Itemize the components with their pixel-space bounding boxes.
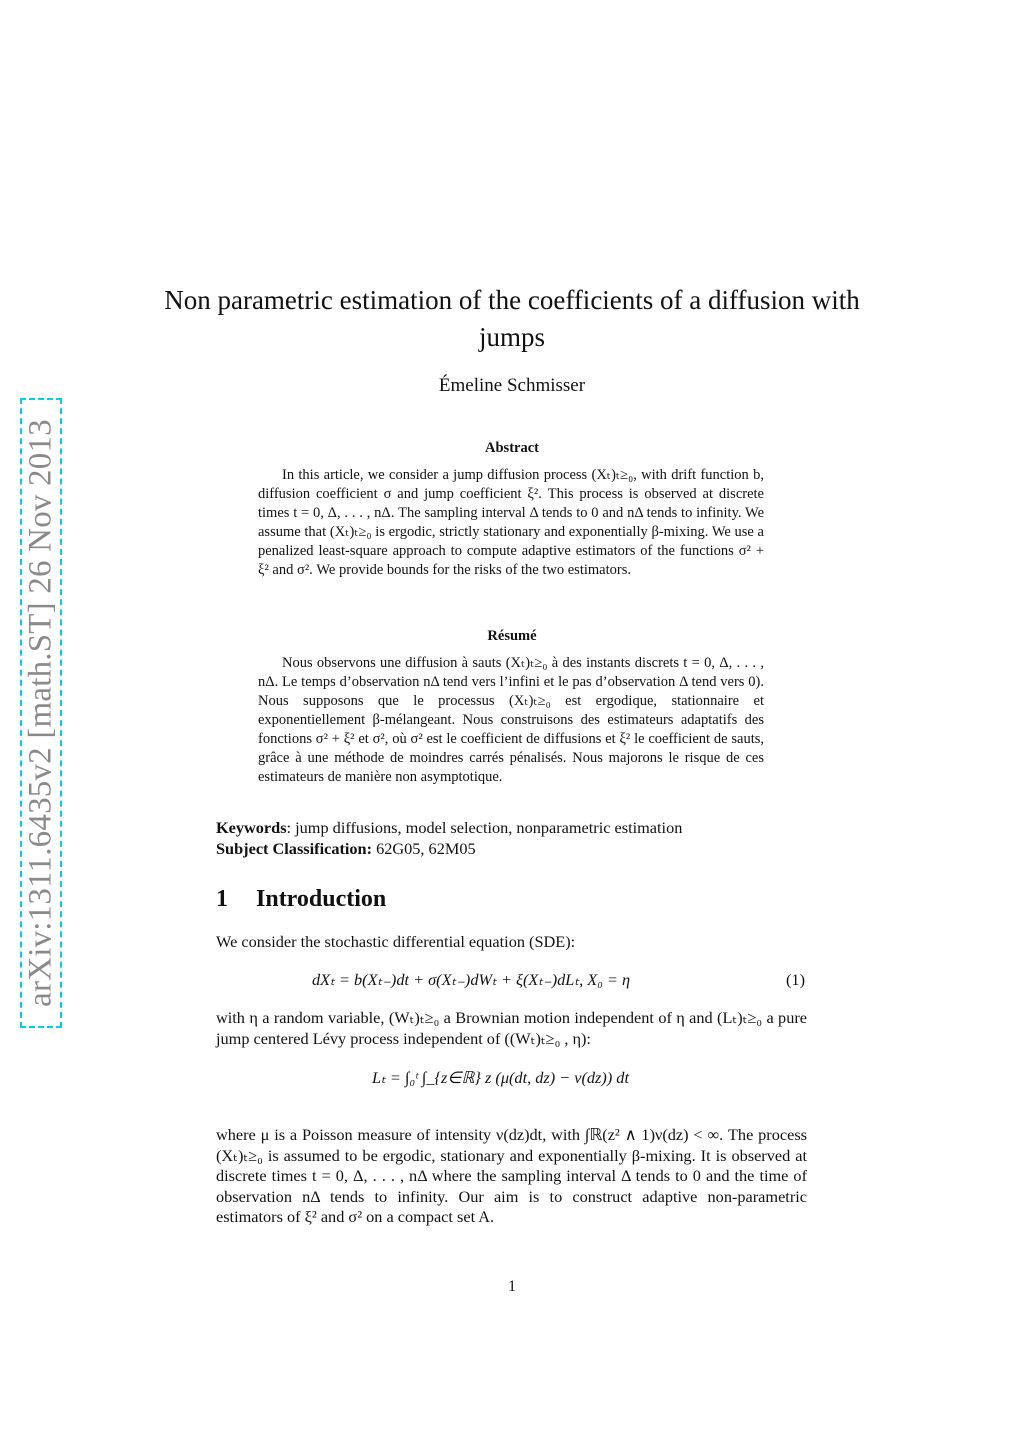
subject-classification-value: 62G05, 62M05	[372, 839, 476, 858]
intro-sentence: We consider the stochastic differential equation (SDE):	[216, 932, 576, 951]
subject-classification-line	[216, 839, 807, 860]
paragraph-1: with η a random variable, (Wₜ)ₜ≥₀ a Brownian motion independent of η and (Lₜ)ₜ≥₀ a pure jump centered Lévy process independent of ((Wₜ)ₜ≥₀ , η):	[216, 1008, 807, 1048]
resume-heading: Résumé	[487, 628, 537, 644]
subject-classification-label: Subject Classification:	[216, 839, 373, 858]
arxiv-identifier: arXiv:1311.6435v2 [math.ST] 26 Nov 2013	[22, 419, 59, 1007]
section-number: 1	[216, 886, 228, 912]
abstract-heading: Abstract	[485, 440, 539, 456]
equation-1	[216, 970, 807, 992]
resume-text: Nous observons une diffusion à sauts (Xₜ)ₜ≥₀ à des instants discrets t = 0, Δ, . . . , nΔ. Le temps d’observation nΔ tend vers l’infini et le pas d’observation Δ tend vers 0). Nous supposons que le processus (Xₜ)ₜ≥₀ est ergodique, stationnaire et exponentiellement β-mélangeant. Nous construisons des estimateurs adaptatifs des fonctions σ² + ξ² et σ², où σ² est le coefficient de diffusions et ξ² le coefficient de sauts, grâce à une méthode de moindres carrés pénalisés. Nous majorons le risque de ces estimateurs de manière non asymptotique.	[258, 655, 764, 785]
levy-process-equation: Lₜ = ∫₀ᵗ ∫_{z∈ℝ} z (μ(dt, dz) − ν(dz)) dt	[372, 1068, 629, 1087]
equation-1-body: dXₜ = b(Xₜ₋)dt + σ(Xₜ₋)dWₜ + ξ(Xₜ₋)dLₜ, X₀ = η	[312, 970, 631, 989]
section-title: Introduction	[256, 886, 387, 912]
abstract-text: In this article, we consider a jump diffusion process (Xₜ)ₜ≥₀, with drift function b, diffusion coefficient σ and jump coefficient ξ². This process is observed at discrete times t = 0, Δ, . . . , nΔ. The sampling interval Δ tends to 0 and nΔ tends to infinity. We assume that (Xₜ)ₜ≥₀ is ergodic, strictly stationary and exponentially β-mixing. We use a penalized least-square approach to compute adaptive estimators of the functions σ² + ξ² and σ². We provide bounds for the risks of the two estimators.	[258, 467, 764, 578]
keywords-value: : jump diffusions, model selection, nonparametric estimation	[286, 818, 683, 837]
paper-author: Émeline Schmisser	[438, 375, 586, 396]
keywords-line	[216, 818, 807, 839]
keywords-label: Keywords	[216, 818, 287, 837]
arxiv-sidebar	[20, 398, 62, 1028]
equation-1-number: (1)	[786, 970, 805, 989]
paper-title: Non parametric estimation of the coefficients of a diffusion with jumps	[164, 285, 860, 352]
paragraph-2: where μ is a Poisson measure of intensity ν(dz)dt, with ∫ℝ(z² ∧ 1)ν(dz) < ∞. The process (Xₜ)ₜ≥₀ is assumed to be ergodic, stationary and exponentially β-mixing. It is observed at discrete times t = 0, Δ, . . . , nΔ where the sampling interval Δ tends to 0 and the time of observation nΔ tends to infinity. Our aim is to construct adaptive non-parametric estimators of ξ² and σ² on a compact set A.	[216, 1125, 807, 1226]
page-number: 1	[508, 1278, 516, 1295]
section-heading	[216, 886, 386, 913]
